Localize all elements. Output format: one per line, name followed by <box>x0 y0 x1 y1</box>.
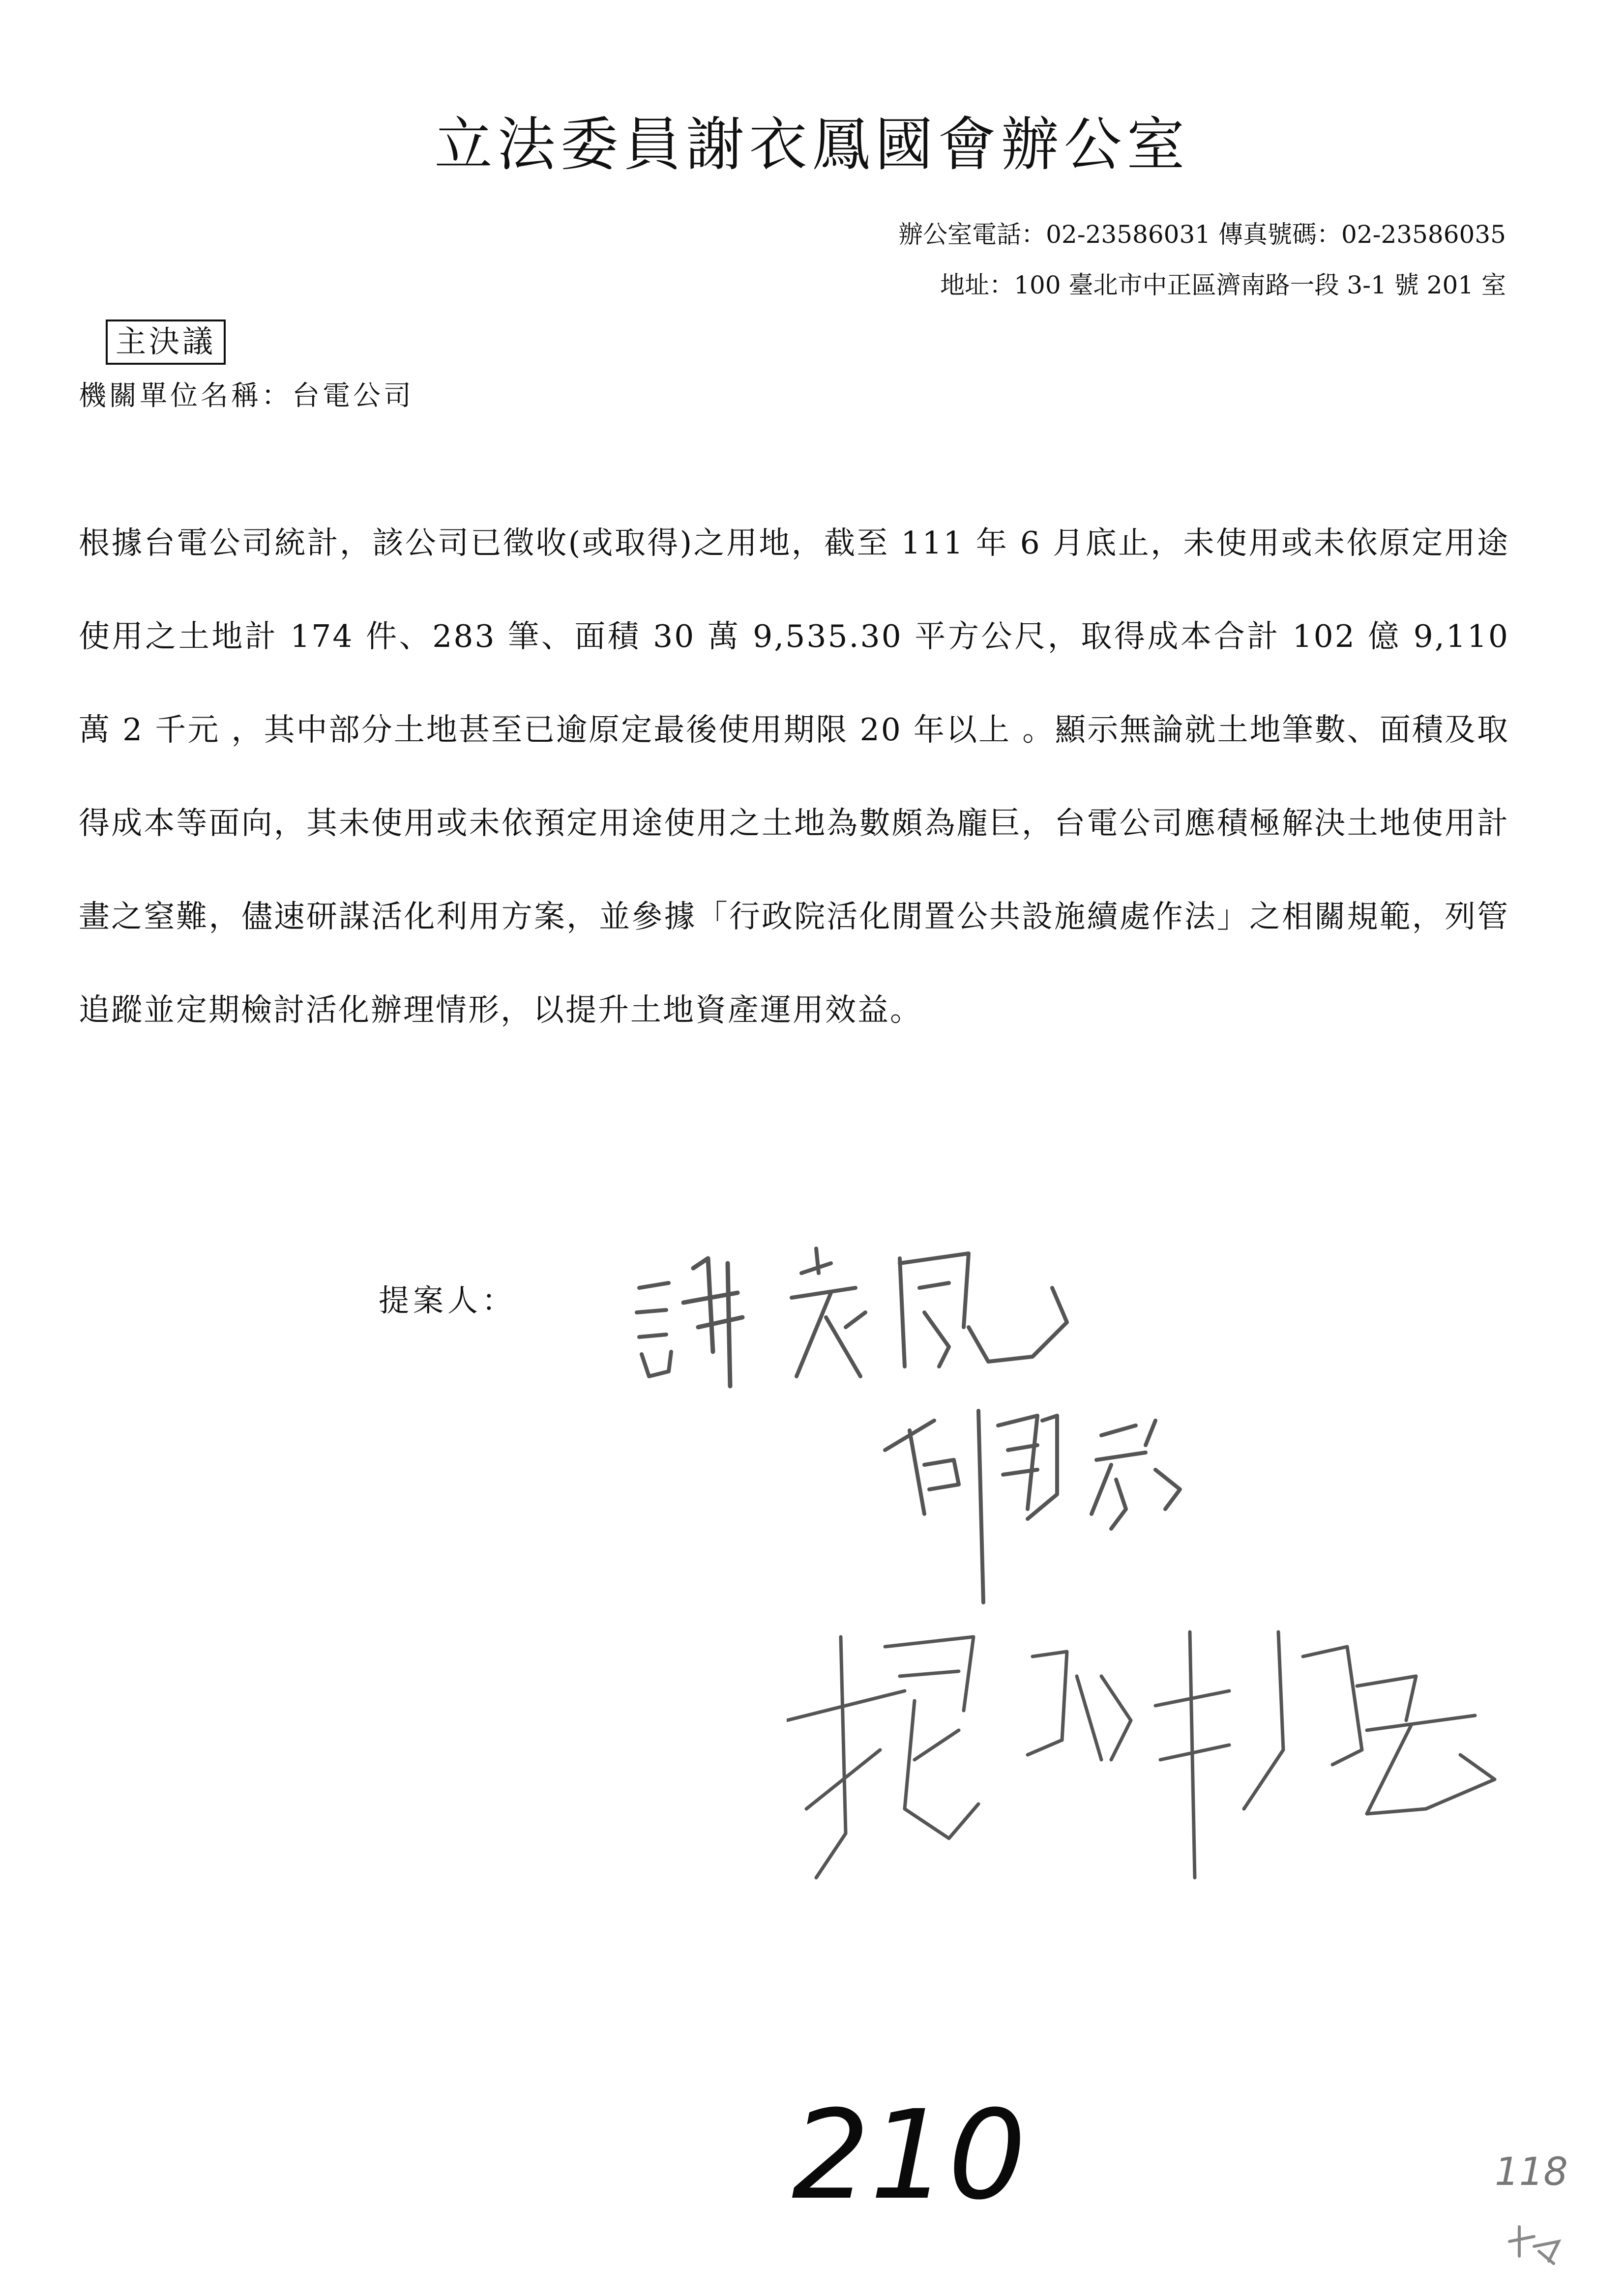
contact-phone-fax: 辦公室電話：02-23586031 傳真號碼：02-23586035 <box>898 220 1506 249</box>
signature-2 <box>880 1391 1214 1612</box>
contact-address: 地址：100 臺北市中正區濟南路一段 3-1 號 201 室 <box>940 271 1506 299</box>
resolution-body: 根據台電公司統計，該公司已徵收(或取得)之用地，截至 111 年 6 月底止，未使用或未依原定用途使用之土地計 174 件、283 筆、面積 30 萬 9,535.30 平方公尺，取得成本合計 102 億 9,110 萬 2 千元 ，其中部分土地甚至已逾原定最後使用期限 20 年以上 。顯示無論就土地筆數、面積及取得成本等面向，其未使用或未依預定用途使用之土地為數頗為龐巨，台電公司應積極解決土地使用計畫之窒難，儘速研謀活化利用方案，並參據「行政院活化閒置公共設施續處作法」之相關規範，列管追蹤並定期檢討活化辦理情形，以提升土地資產運用效益。 <box>79 525 1509 1028</box>
page-number: 210 <box>792 2084 1027 2227</box>
agency-name: 機關單位名稱：台電公司 <box>79 380 414 412</box>
proposer-label: 提案人： <box>379 1282 517 1318</box>
corner-number: 118 <box>1495 2150 1568 2194</box>
signature-1 <box>624 1229 1106 1391</box>
corner-scribble <box>1505 2222 1564 2266</box>
resolution-type-tag: 主決議 <box>106 320 226 365</box>
letterhead-title: 立法委員謝衣鳳國會辦公室 <box>434 111 1190 178</box>
signature-3 <box>787 1602 1514 1907</box>
